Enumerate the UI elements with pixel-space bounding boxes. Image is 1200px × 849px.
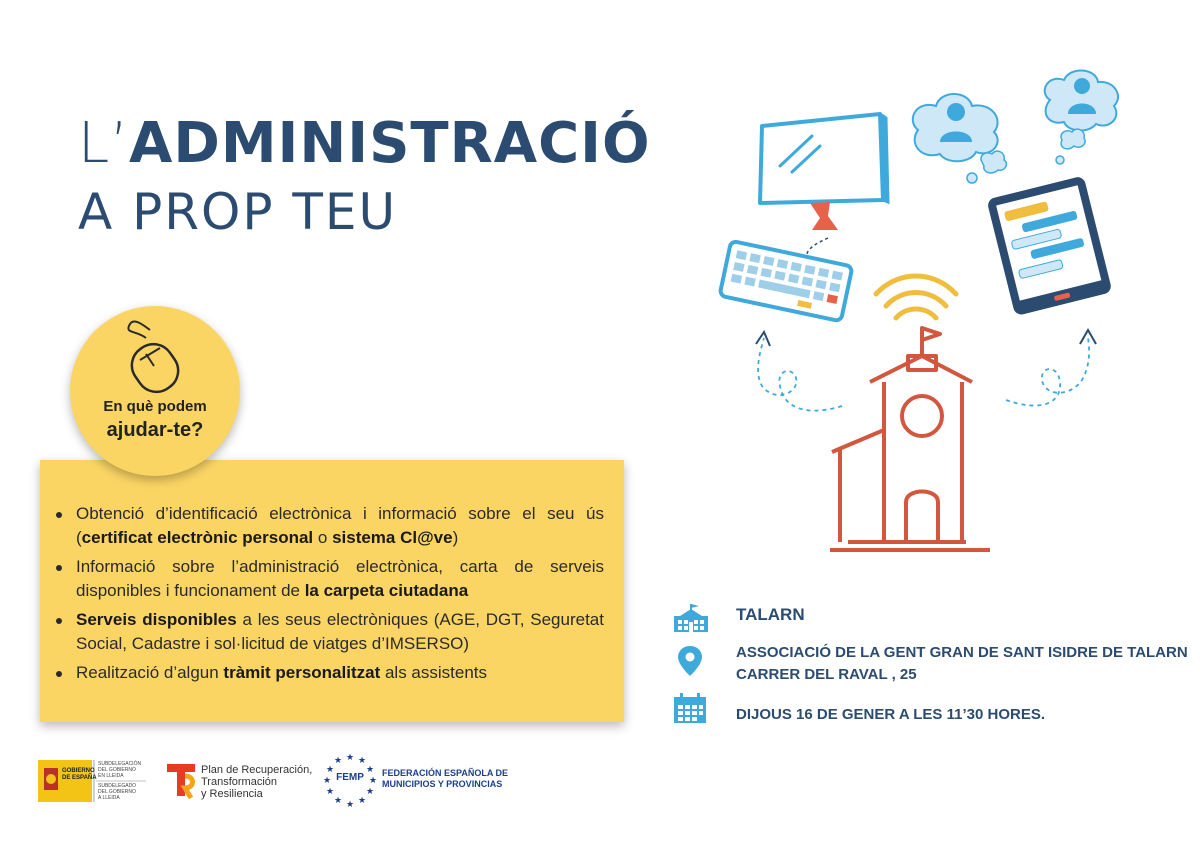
gov-line1: SUBDELEGACIÓN bbox=[98, 761, 142, 767]
tablet-icon bbox=[986, 176, 1112, 317]
service-item bbox=[76, 555, 604, 603]
title-prefix: L’ bbox=[78, 111, 129, 176]
svg-text:★: ★ bbox=[325, 765, 335, 775]
dashed-arrow-right bbox=[1006, 338, 1089, 406]
svg-text:★: ★ bbox=[345, 753, 355, 763]
prtr-line1: Plan de Recuperación, bbox=[201, 764, 313, 776]
gov-line3: EN LLEIDA bbox=[98, 773, 124, 779]
help-circle bbox=[70, 306, 240, 476]
cloud-person-icon-2 bbox=[1045, 70, 1118, 164]
svg-text:★: ★ bbox=[322, 776, 332, 786]
gov-line6: A LLEIDA bbox=[98, 795, 120, 801]
keyboard-icon bbox=[720, 241, 853, 322]
help-question-line1: En què podem bbox=[103, 398, 207, 415]
service-item bbox=[76, 502, 604, 550]
service-highlight: certificat electrònic personal bbox=[81, 528, 314, 547]
calendar-icon bbox=[672, 692, 708, 724]
service-highlight: Serveis disponibles bbox=[76, 610, 237, 629]
service-text: Realització d’algun bbox=[76, 663, 224, 682]
event-datetime: DIJOUS 16 DE GENER A LES 11’30 HORES. bbox=[736, 706, 1045, 723]
service-text: o bbox=[313, 528, 333, 547]
prtr-line3: y Resiliencia bbox=[201, 788, 263, 800]
page-title bbox=[78, 112, 718, 242]
service-text: ) bbox=[452, 528, 459, 547]
svg-text:★: ★ bbox=[365, 765, 375, 775]
mouse-icon bbox=[116, 320, 196, 396]
venue-row bbox=[672, 644, 1188, 683]
femp-line1: FEDERACIÓN ESPAÑOLA DE bbox=[382, 768, 509, 778]
venue-line1: ASSOCIACIÓ DE LA GENT GRAN DE SANT ISIDRE DE TALARN bbox=[736, 644, 1188, 661]
prtr-logo bbox=[165, 760, 315, 804]
femp-line2: MUNICIPIOS Y PROVINCIAS bbox=[382, 779, 503, 789]
dashed-arrow-left bbox=[758, 338, 842, 411]
service-highlight: la carpeta ciutadana bbox=[304, 581, 469, 600]
location-pin-icon bbox=[674, 644, 706, 678]
gov-name-line1: GOBIERNO bbox=[62, 768, 95, 774]
service-text: a les seus electròniques (AGE, DGT, Seguretat Social, Cadastre i sol·licitud de viatges d’IMSERSO) bbox=[76, 610, 604, 653]
svg-text:★: ★ bbox=[325, 787, 335, 797]
service-text: Obtenció d’identificació electrònica i informació sobre el seu ús ( bbox=[76, 504, 604, 547]
svg-text:★: ★ bbox=[333, 796, 343, 806]
gov-line4: SUBDELEGADO bbox=[98, 783, 137, 789]
gobierno-logo bbox=[38, 760, 148, 802]
svg-text:★: ★ bbox=[357, 756, 367, 766]
datetime-row bbox=[672, 692, 1045, 729]
prtr-line2: Transformación bbox=[201, 776, 278, 788]
wifi-icon bbox=[876, 276, 956, 318]
help-question-line2: ajudar-te? bbox=[106, 419, 204, 441]
services-box bbox=[40, 460, 624, 722]
svg-text:★: ★ bbox=[345, 800, 355, 808]
service-text: als assistents bbox=[380, 663, 487, 682]
service-highlight: tràmit personalitzat bbox=[223, 663, 381, 682]
gov-line2: DEL GOBIERNO bbox=[98, 767, 136, 773]
event-town: TALARN bbox=[736, 605, 805, 624]
svg-text:★: ★ bbox=[333, 756, 343, 766]
title-line2: A PROP TEU bbox=[78, 183, 398, 241]
prtr-mark-icon bbox=[165, 760, 199, 800]
svg-text:★: ★ bbox=[357, 796, 367, 806]
digital-administration-illustration bbox=[700, 60, 1140, 560]
service-highlight: sistema Cl@ve bbox=[332, 528, 453, 547]
gov-line5: DEL GOBIERNO bbox=[98, 789, 136, 795]
cloud-person-icon-1 bbox=[913, 94, 1007, 183]
town-hall-building-icon bbox=[830, 328, 990, 550]
svg-text:★: ★ bbox=[368, 776, 378, 786]
venue-line2: CARRER DEL RAVAL , 25 bbox=[736, 666, 917, 683]
monitor-icon bbox=[760, 114, 888, 260]
town-row bbox=[672, 602, 805, 639]
service-item bbox=[76, 608, 604, 656]
femp-logo bbox=[322, 752, 522, 808]
service-text: Informació sobre l’administració electrònica, carta de serveis disponibles i funcionament de bbox=[76, 557, 604, 600]
svg-text:★: ★ bbox=[365, 787, 375, 797]
femp-badge: FEMP bbox=[336, 772, 364, 783]
title-bold: ADMINISTRACIÓ bbox=[129, 111, 651, 176]
service-item bbox=[76, 661, 604, 685]
services-list bbox=[76, 502, 604, 690]
school-icon bbox=[672, 602, 710, 634]
gov-name-line2: DE ESPAÑA bbox=[62, 775, 97, 781]
